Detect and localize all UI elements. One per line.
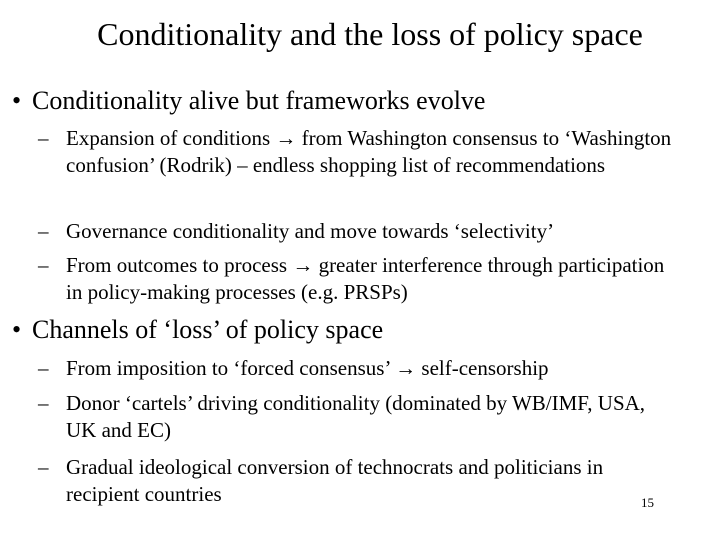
page-number: 15 [641, 495, 654, 510]
right-arrow-icon: → [292, 253, 314, 277]
sub-text: Gradual ideological conversion of technocrats and politicians in recipient countries [66, 455, 604, 506]
sub-dash: – [38, 253, 49, 277]
bullet-text: Conditionality alive but frameworks evolve [32, 86, 486, 115]
sub-bullet-expansion [38, 125, 678, 179]
sub-dash: – [38, 219, 49, 243]
right-arrow-icon: → [275, 126, 297, 150]
sub-dash: – [38, 356, 49, 380]
sub-text-part: from Washington consensus to ‘Washington confusion’ (Rodrik) – endless shopping list of recommendations [66, 126, 672, 177]
bullet-text: Channels of ‘loss’ of policy space [32, 315, 384, 344]
sub-text-part: greater interference through participation in policy-making processes (e.g. PRSPs) [66, 253, 665, 304]
sub-bullet-ideological [38, 454, 678, 508]
sub-text-part: From outcomes to process [66, 253, 293, 277]
sub-dash: – [38, 391, 49, 415]
sub-text-part: self-censorship [421, 356, 549, 380]
slide-title: Conditionality and the loss of policy space [97, 16, 643, 52]
sub-text: Governance conditionality and move towards ‘selectivity’ [66, 219, 555, 243]
bullet-marker: • [12, 315, 22, 344]
sub-text-part: Expansion of conditions [66, 126, 276, 150]
bullet-marker: • [12, 86, 22, 115]
sub-text: Donor ‘cartels’ driving conditionality (dominated by WB/IMF, USA, UK and EC) [66, 391, 646, 442]
sub-bullet-imposition [38, 355, 678, 382]
sub-text [66, 125, 678, 179]
sub-bullet-cartels [38, 390, 678, 444]
sub-text-part: From imposition to ‘forced consensus’ [66, 356, 396, 380]
sub-dash: – [38, 126, 49, 150]
sub-bullet-governance [38, 218, 678, 245]
sub-text [66, 252, 678, 306]
right-arrow-icon: → [395, 356, 417, 380]
sub-text [66, 355, 678, 382]
sub-dash: – [38, 455, 49, 479]
sub-bullet-outcomes [38, 252, 678, 306]
